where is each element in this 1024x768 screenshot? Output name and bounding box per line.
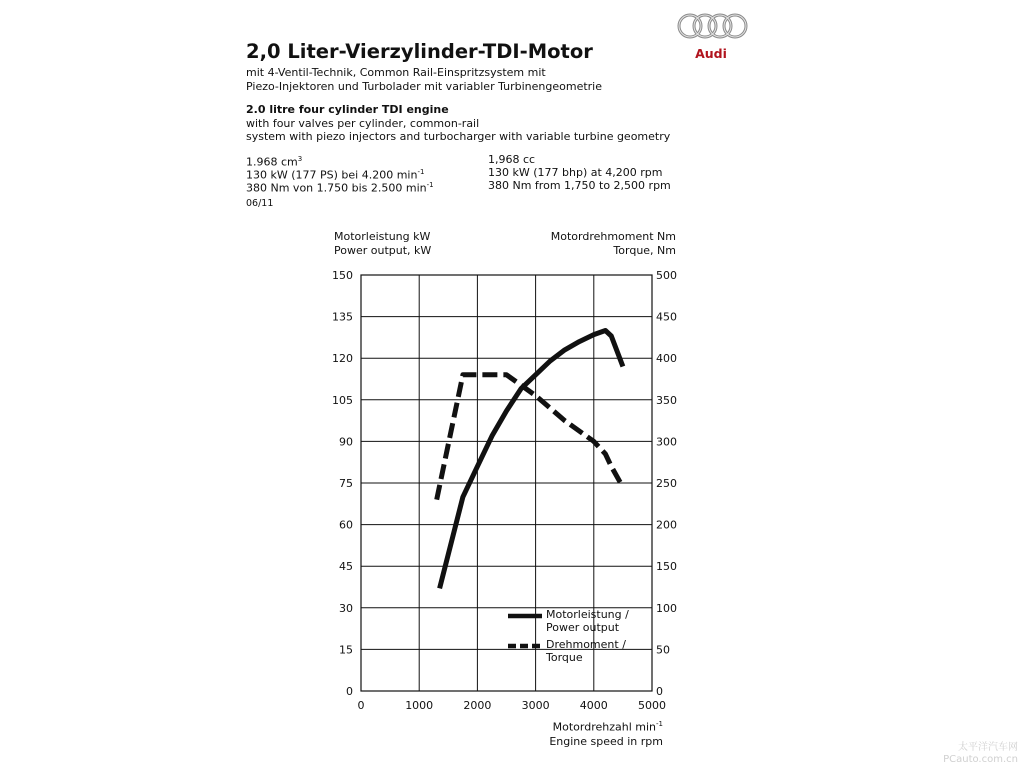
watermark [943, 742, 1018, 766]
legend-label-torque-line-1: Drehmoment / [546, 638, 626, 651]
spec-de-torque-sup: -1 [426, 181, 434, 189]
y-tick-left-label: 135 [332, 310, 353, 324]
page-title: 2,0 Liter-Vierzylinder-TDI-Motor [246, 40, 593, 63]
legend-swatch-solid [508, 611, 542, 621]
watermark-line-2: PCauto.com.cn [943, 754, 1018, 765]
spec-en-displacement: 1,968 cc [488, 153, 536, 166]
x-tick-label: 5000 [638, 699, 666, 712]
spec-de-displacement-sup: 3 [297, 155, 303, 163]
y-axis-left-title-line-2: Power output, kW [334, 244, 432, 257]
y-tick-left-label: 120 [332, 352, 353, 366]
subtitle-de-line-1: mit 4-Ventil-Technik, Common Rail-Einspritzsystem mit [246, 66, 546, 79]
y-axis-right-title-line-1: Motordrehmoment Nm [550, 230, 676, 243]
y-tick-right-label: 350 [656, 393, 677, 407]
legend-swatch-dashed [508, 641, 542, 651]
spec-de-power-text: 130 kW (177 PS) bei 4.200 min [246, 168, 418, 182]
y-tick-left-label: 105 [332, 393, 353, 407]
spec-en-power: 130 kW (177 bhp) at 4,200 rpm [488, 166, 663, 179]
y-tick-right-label: 450 [656, 310, 677, 324]
series-line-power [440, 331, 623, 589]
y-axis-right-title-line-2: Torque, Nm [613, 244, 676, 257]
y-tick-right-label: 100 [656, 601, 677, 615]
y-tick-right-label: 250 [656, 477, 677, 490]
title-en: 2.0 litre four cylinder TDI engine [246, 103, 449, 116]
y-tick-right-label: 400 [656, 352, 677, 366]
y-tick-right-label: 300 [656, 435, 677, 449]
y-tick-right-label: 0 [656, 685, 663, 698]
chart-series [437, 331, 623, 589]
y-tick-left-label: 30 [339, 601, 353, 615]
subtitle-en-line-1: with four valves per cylinder, common-rail [246, 117, 480, 130]
y-tick-right-label: 50 [656, 643, 670, 657]
watermark-line-1: 太平洋汽车网 [958, 742, 1018, 753]
y-tick-left-label: 150 [332, 269, 353, 282]
legend-label-torque-line-2: Torque [546, 651, 583, 664]
date-label: 06/11 [246, 198, 274, 209]
y-tick-left-label: 75 [339, 477, 353, 490]
y-tick-left-label: 60 [339, 518, 353, 532]
x-tick-label: 0 [357, 699, 365, 712]
y-tick-left-label: 15 [339, 643, 353, 657]
x-tick-label: 2000 [463, 699, 492, 712]
y-tick-left-label: 0 [346, 685, 353, 698]
spec-en-torque: 380 Nm from 1,750 to 2,500 rpm [488, 179, 671, 192]
x-tick-label: 3000 [521, 699, 550, 712]
subtitle-de-line-2: Piezo-Injektoren und Turbolader mit variabler Turbinengeometrie [246, 80, 602, 93]
x-tick-label: 1000 [405, 699, 434, 712]
spec-de-displacement-text: 1.968 cm [246, 155, 298, 169]
y-tick-right-label: 200 [656, 518, 677, 532]
legend-label-power-line-1: Motorleistung / [546, 608, 629, 621]
spec-de-torque-text: 380 Nm von 1.750 bis 2.500 min [246, 181, 427, 195]
y-tick-right-label: 150 [656, 560, 677, 574]
audi-logo-text: Audi [695, 46, 727, 61]
subtitle-en-line-2: system with piezo injectors and turbocharger with variable turbine geometry [246, 130, 671, 143]
x-axis-title-line-2: Engine speed in rpm [549, 734, 663, 748]
x-axis-title-sup: -1 [656, 720, 663, 728]
legend-label-power-line-2: Power output [546, 621, 620, 634]
y-tick-right-label: 500 [656, 269, 677, 282]
spec-de-power-sup: -1 [417, 168, 425, 176]
legend-label-power [546, 608, 629, 634]
series-line-torque [437, 375, 623, 500]
y-tick-left-label: 90 [339, 435, 353, 449]
x-axis-title-text: Motordrehzahl min [552, 720, 657, 734]
x-tick-label: 4000 [579, 699, 608, 712]
y-tick-left-label: 45 [339, 560, 353, 574]
legend-label-torque [546, 638, 626, 664]
y-axis-left-title-line-1: Motorleistung kW [334, 230, 431, 243]
